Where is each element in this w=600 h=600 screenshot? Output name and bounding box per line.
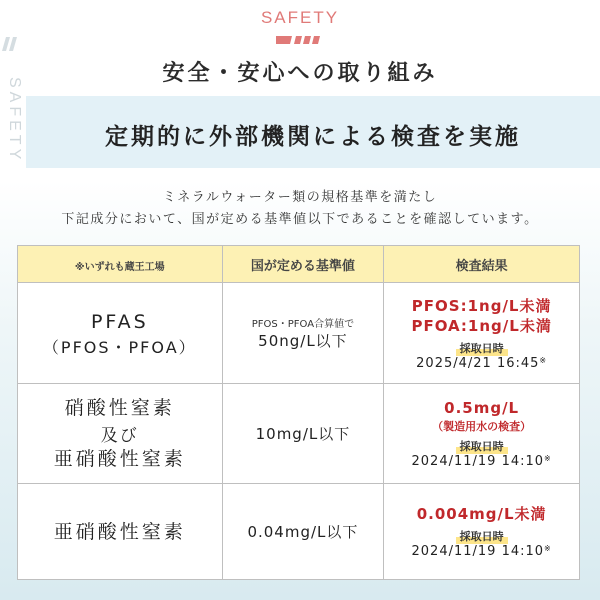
result-cell [384, 484, 580, 580]
footnote-mark: ※ [544, 544, 552, 553]
result-cell [384, 384, 580, 484]
substance-cell [18, 484, 223, 580]
side-logo [2, 36, 22, 55]
result-value: 0.5mg/L [444, 399, 520, 417]
result-value: PFOA:1ng/L未満 [411, 316, 552, 335]
substance-cell [18, 384, 223, 484]
sample-date [384, 454, 579, 469]
sample-date [384, 356, 579, 371]
header-note [18, 246, 223, 283]
header-result [384, 246, 580, 283]
table-header-row [18, 246, 580, 283]
sample-date-text: 2024/11/19 14:10 [411, 454, 545, 469]
sample-date-text: 2025/4/21 16:45 [416, 355, 540, 371]
substance-name-sub: （PFOS・PFOA） [42, 337, 197, 357]
table-row [18, 283, 580, 384]
standard-cell [222, 384, 384, 484]
result-value: 0.004mg/L未満 [416, 505, 547, 523]
description-line-2: 下記成分において、国が定める基準値以下であることを確認しています。 [61, 212, 539, 227]
footnote-mark: ※ [544, 454, 552, 463]
result-note: （製造用水の検査） [432, 420, 532, 433]
substance-name: 亜硝酸性窒素 [53, 448, 186, 470]
standard-cell [222, 283, 384, 384]
substance-name: 硝酸性窒素 [64, 397, 175, 419]
table-row [18, 384, 580, 484]
header-note-text: ※いずれも蔵王工場 [74, 261, 165, 273]
date-label: 採取日時 [456, 528, 508, 544]
date-label: 採取日時 [456, 340, 508, 356]
substance-name: PFAS [90, 310, 149, 333]
sample-date-text: 2024/11/19 14:10 [411, 544, 545, 559]
substance-name-sub: 及び [100, 426, 139, 446]
banner-text: 定期的に外部機関による検査を実施 [105, 124, 521, 150]
description-line-1: ミネラルウォーター類の規格基準を満たし [162, 190, 438, 205]
standard-value: 0.04mg/L以下 [247, 523, 359, 541]
date-label: 採取日時 [456, 438, 508, 454]
result-value: PFOS:1ng/L未満 [411, 296, 552, 315]
header-standard-text: 国が定める基準値 [250, 258, 355, 274]
header-standard [222, 246, 384, 283]
result-cell [384, 283, 580, 384]
substance-cell [18, 283, 223, 384]
substance-name: 亜硝酸性窒素 [53, 520, 186, 543]
decorative-slashes-icon [276, 36, 324, 44]
footnote-mark: ※ [539, 355, 548, 365]
inspection-table [17, 245, 580, 580]
standard-value: 50ng/L以下 [258, 332, 348, 350]
slash-logo-icon [2, 37, 22, 51]
page-title: 安全・安心への取り組み [162, 61, 438, 86]
sample-date [384, 544, 579, 559]
table-row [18, 484, 580, 580]
header-result-text: 検査結果 [455, 258, 508, 274]
standard-note: PFOS・PFOA合算値で [251, 319, 355, 330]
side-safety-text: SAFETY [6, 77, 23, 164]
section-label: SAFETY [260, 8, 340, 27]
standard-cell [222, 484, 384, 580]
standard-value: 10mg/L以下 [255, 425, 351, 443]
